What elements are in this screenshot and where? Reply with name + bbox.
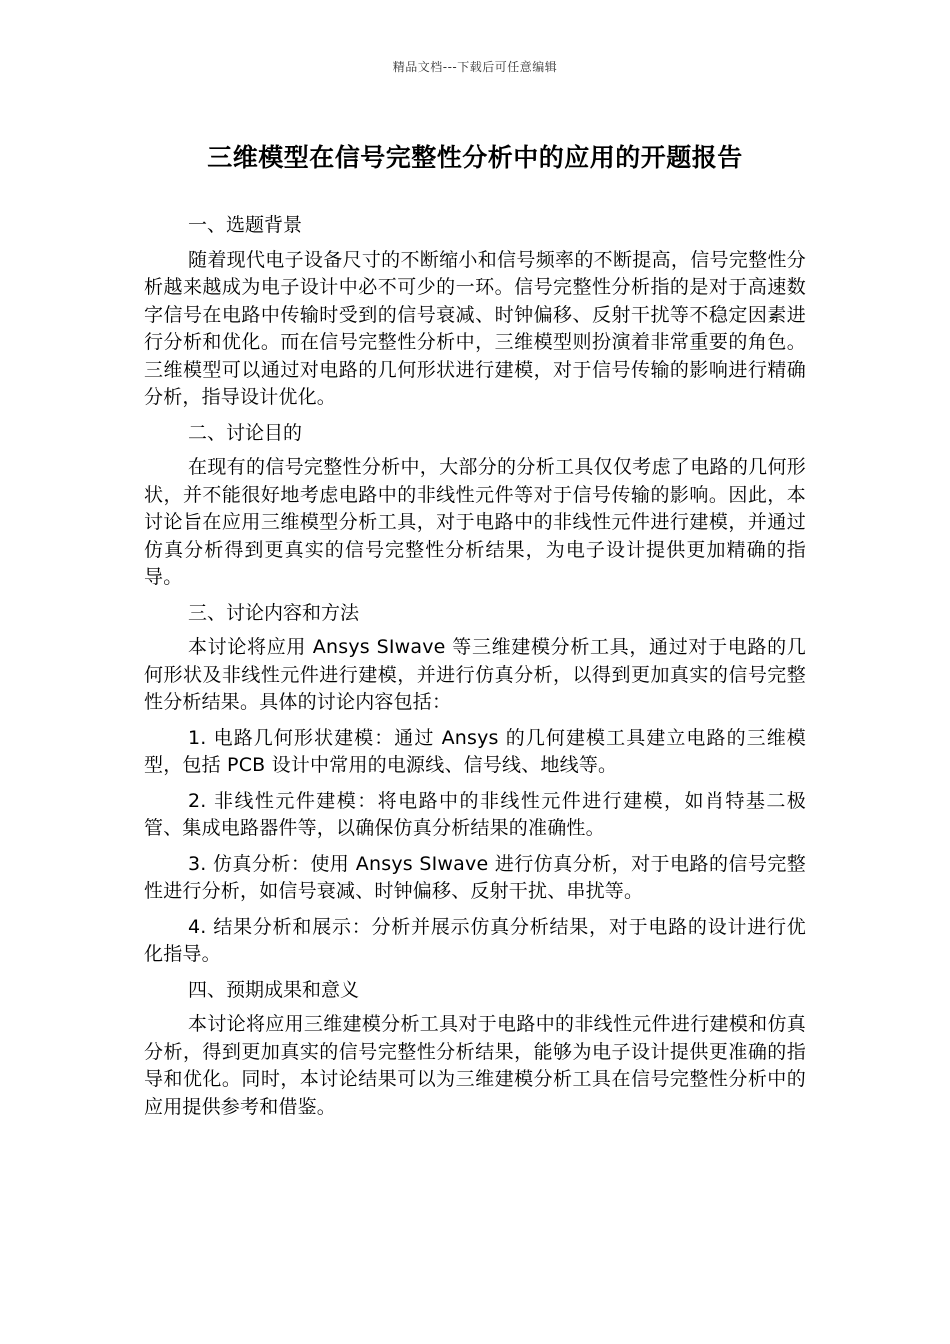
list-item: 3. 仿真分析：使用 Ansys SIwave 进行仿真分析，对于电路的信号完整性进行分析，如信号衰减、时钟偏移、反射干扰、串扰等。 bbox=[144, 852, 806, 902]
section-background bbox=[144, 212, 806, 412]
section-heading: 一、选题背景 bbox=[188, 214, 303, 236]
section-heading: 三、讨论内容和方法 bbox=[188, 601, 360, 624]
section-heading: 四、预期成果和意义 bbox=[188, 978, 360, 1001]
paragraph: 在现有的信号完整性分析中，大部分的分析工具仅仅考虑了电路的几何形状，并不能很好地考虑电路中的非线性元件等对于信号传输的影响。因此，本讨论旨在应用三维模型分析工具，对于电路中的非线性元件进行建模，并通过仿真分析得到更真实的信号完整性分析结果，为电子设计提供更加精确的指导。 bbox=[144, 456, 806, 588]
list-item: 2. 非线性元件建模：将电路中的非线性元件进行建模，如肖特基二极管、集成电路器件等，以确保仿真分析结果的准确性。 bbox=[144, 789, 806, 839]
section-expected-results bbox=[144, 977, 806, 1122]
paragraph: 随着现代电子设备尺寸的不断缩小和信号频率的不断提高，信号完整性分析越来越成为电子设计中必不可少的一环。信号完整性分析指的是对于高速数字信号在电路中传输时受到的信号衰减、时钟偏移、反射干扰等不稳定因素进行分析和优化。而在信号完整性分析中，三维模型则扮演着非常重要的角色。三维模型可以通过对电路的几何形状进行建模，对于信号传输的影响进行精确分析，指导设计优化。 bbox=[144, 248, 806, 408]
section-heading: 二、讨论目的 bbox=[188, 421, 303, 444]
document-body bbox=[144, 212, 806, 1129]
paragraph: 本讨论将应用 Ansys SIwave 等三维建模分析工具，通过对于电路的几何形状及非线性元件进行建模，并进行仿真分析，以得到更加真实的信号完整性分析结果。具体的讨论内容包括： bbox=[144, 636, 806, 713]
list-item: 1. 电路几何形状建模：通过 Ansys 的几何建模工具建立电路的三维模型，包括 PCB 设计中常用的电源线、信号线、地线等。 bbox=[144, 726, 806, 776]
paragraph: 本讨论将应用三维建模分析工具对于电路中的非线性元件进行建模和仿真分析，得到更加真实的信号完整性分析结果，能够为电子设计提供更准确的指导和优化。同时，本讨论结果可以为三维建模分析工具在信号完整性分析中的应用提供参考和借鉴。 bbox=[144, 1013, 806, 1118]
section-content-methods bbox=[144, 600, 806, 969]
header-note: 精品文档---下载后可任意编辑 bbox=[392, 60, 558, 74]
document-title: 三维模型在信号完整性分析中的应用的开题报告 bbox=[207, 143, 743, 172]
section-purpose bbox=[144, 420, 806, 592]
list-item: 4. 结果分析和展示：分析并展示仿真分析结果，对于电路的设计进行优化指导。 bbox=[144, 915, 806, 965]
